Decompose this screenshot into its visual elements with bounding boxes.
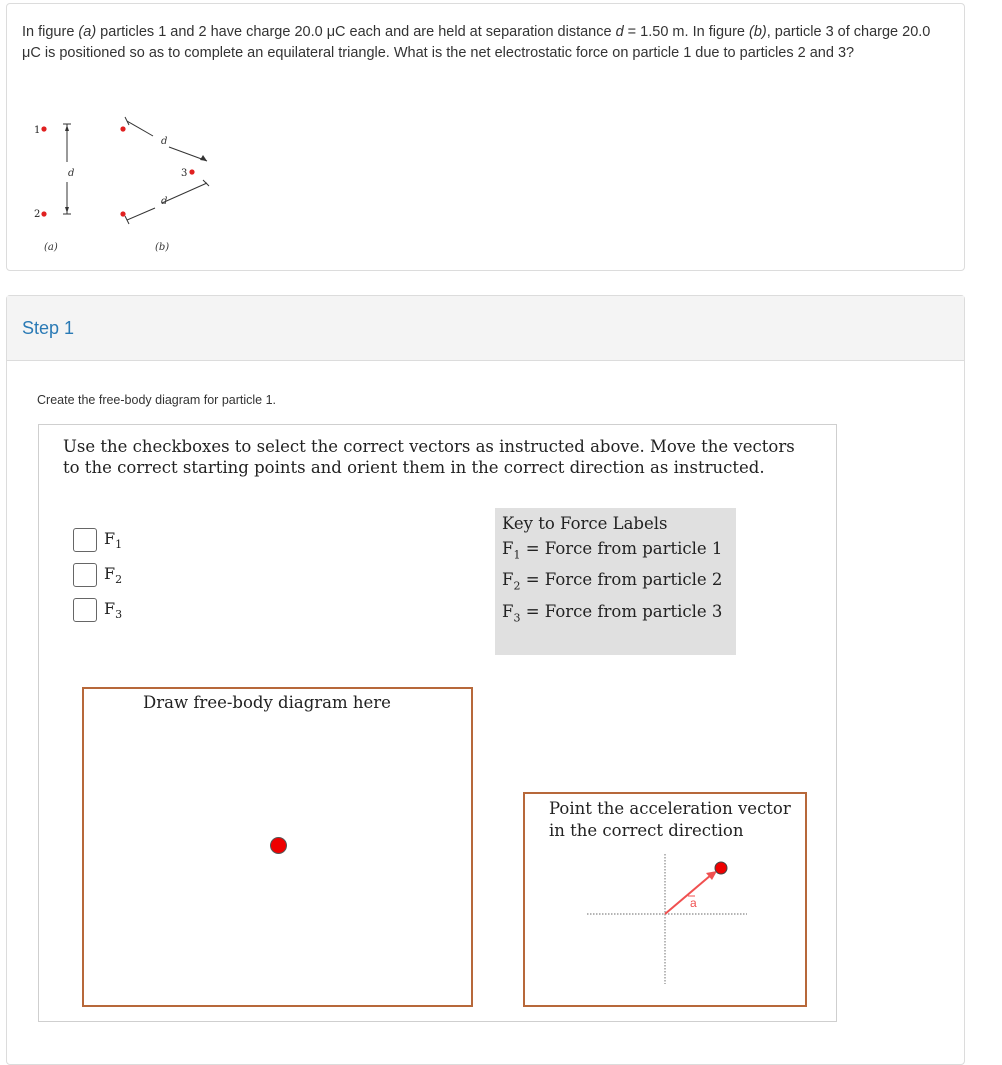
particle-1-b [120, 126, 125, 131]
step-header[interactable] [7, 296, 964, 361]
acceleration-vector-label: a [690, 896, 697, 910]
caption-a: (a) [44, 242, 58, 253]
acceleration-handle[interactable] [715, 862, 727, 874]
force-key-title: Key to Force Labels [502, 514, 668, 533]
question-text: In figure (a) particles 1 and 2 have charge 20.0 μC each and are held at separation distance d = 1.50 m. In figure (b), particle 3 of charge 20.0 μC is positioned so as to complete an equilateral triangle. What is the net electrostatic force on particle 1 due to particles 2 and 3? [22, 24, 931, 61]
force-key-box [495, 508, 736, 655]
label-particle-1: 1 [34, 125, 41, 136]
label-particle-3: 3 [181, 168, 188, 179]
fbd-particle-dot [270, 837, 287, 854]
particle-1-a [41, 126, 46, 131]
checkbox-f1[interactable] [73, 528, 97, 552]
force-key-row: $F_2$ = Force from particle 2 [502, 570, 723, 593]
d-label-a: d [68, 168, 75, 179]
acc-title: Point the acceleration vector in the correct direction [549, 799, 791, 840]
step-card [6, 295, 965, 1065]
force-key-row: $F_3$ = Force from particle 3 [502, 601, 723, 624]
particle-3-b [189, 169, 194, 174]
checkbox-f2[interactable] [73, 563, 97, 587]
acceleration-vector [665, 875, 711, 914]
fbd-title: Draw free-body diagram here [143, 693, 391, 712]
fbd-applet [38, 424, 837, 1022]
force-key-row: $F_1$ = Force from particle 1 [502, 539, 723, 562]
checkbox-f3[interactable] [73, 598, 97, 622]
checkbox-label-f3: $F_3$ [104, 598, 123, 622]
d-label-b-top: d [161, 136, 168, 147]
label-particle-2: 2 [34, 209, 41, 220]
caption-b: (b) [155, 242, 170, 253]
checkbox-label-f2: $F_2$ [104, 563, 123, 587]
checkbox-row-f2[interactable] [73, 563, 122, 587]
acceleration-area[interactable] [523, 792, 807, 1007]
d-label-b-bottom: d [161, 196, 168, 207]
acceleration-axes [525, 794, 805, 1005]
charge-figure [27, 104, 227, 264]
particle-2-a [41, 211, 46, 216]
applet-instructions: Use the checkboxes to select the correct vectors as instructed above. Move the vectors to the correct starting points and orient them in the correct direction as instructed. [63, 437, 795, 477]
particle-2-b [120, 211, 125, 216]
step-title[interactable]: Step 1 [22, 318, 75, 338]
question-card [6, 3, 965, 271]
checkbox-row-f3[interactable] [73, 598, 122, 622]
checkbox-row-f1[interactable] [73, 528, 122, 552]
fbd-drawing-area[interactable] [82, 687, 473, 1007]
step-instruction: Create the free-body diagram for particle 1. [37, 393, 277, 407]
checkbox-label-f1: $F_1$ [104, 528, 123, 552]
